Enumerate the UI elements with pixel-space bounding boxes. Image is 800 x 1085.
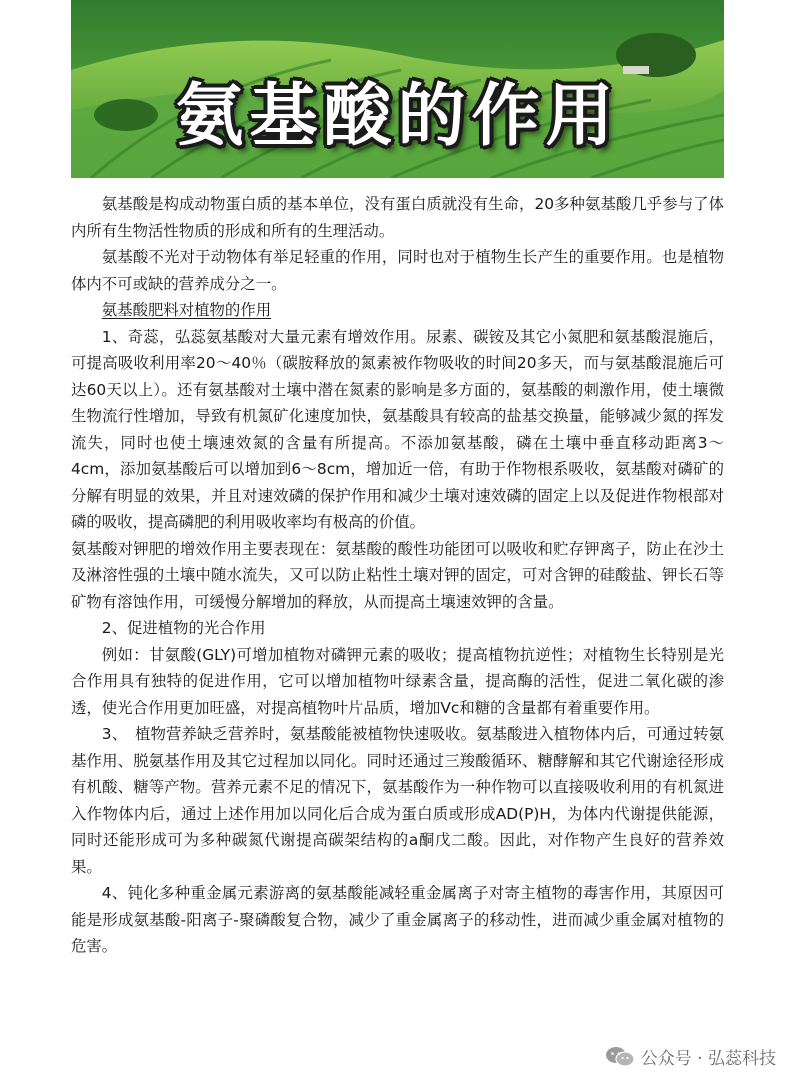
section-heading-text: 氨基酸肥料对植物的作用 xyxy=(101,301,272,319)
paragraph-point-3: 3、 植物营养缺乏营养时，氨基酸能被植物快速吸收。氨基酸进入植物体内后，可通过转氨基作用、脱氨基作用及其它过程加以同化。同时还通过三羧酸循环、糖酵解和其它代谢途径形成有机酸、糖等产物。营养元素不足的情况下，氨基酸作为一种作物可以直接吸收利用的有机氮进入作物体内后，通过上述作用加以同化后合成为蛋白质或形成AD(P)H，为体内代谢提供能源，同时还能形成可为多种碳氮代谢提高碳架结构的a酮戊二酸。因此，对作物产生良好的营养效果。 xyxy=(71,725,724,876)
header-banner xyxy=(71,0,724,178)
watermark xyxy=(605,1044,776,1069)
watermark-label: 公众号 · 弘蕊科技 xyxy=(640,1049,776,1069)
paragraph-potash: 氨基酸对钾肥的增效作用主要表现在：氨基酸的酸性功能团可以吸收和贮存钾离子，防止在沙土及淋溶性强的土壤中随水流失，又可以防止粘性土壤对钾的固定，可对含钾的硅酸盐、钾长石等矿物有溶蚀作用，可缓慢分解增加的释放，从而提高土壤速效钾的含量。 xyxy=(71,539,724,611)
paragraph-plant-role: 氨基酸不光对于动物体有举足轻重的作用，同时也对于植物生长产生的重要作用。也是植物体内不可或缺的营养成分之一。 xyxy=(71,248,724,293)
section-heading xyxy=(71,297,724,324)
paragraph-point-2-heading: 2、促进植物的光合作用 xyxy=(101,619,266,637)
paragraph-point-4: 4、钝化多种重金属元素游离的氨基酸能减轻重金属离子对寄主植物的毒害作用，其原因可能是形成氨基酸-阳离子-聚磷酸复合物，减少了重金属离子的移动性，进而减少重金属对植物的危害。 xyxy=(71,884,724,955)
wechat-icon xyxy=(605,1046,635,1068)
paragraph-point-2: 例如：甘氨酸(GLY)可增加植物对磷钾元素的吸收；提高植物抗逆性；对植物生长特别是光合作用具有独特的促进作用，它可以增加植物叶绿素含量，提高酶的活性，促进二氧化碳的渗透，使光合作用更加旺盛，对提高植物叶片品质，增加Vc和糖的含量都有着重要作用。 xyxy=(71,645,724,717)
article-body xyxy=(71,191,724,960)
paragraph-intro: 氨基酸是构成动物蛋白质的基本单位，没有蛋白质就没有生命，20多种氨基酸几乎参与了体内所有生物活性物质的形成和所有的生理活动。 xyxy=(71,195,724,240)
page-title: 氨基酸的作用 xyxy=(175,77,620,156)
paragraph-point-1: 1、奇蕊，弘蕊氨基酸对大量元素有增效作用。尿素、碳铵及其它小氮肥和氨基酸混施后，可提高吸收利用率20～40％（碳胺释放的氮素被作物吸收的时间20多天，而与氨基酸混施后可达60天以上）。还有氨基酸对土壤中潜在氮素的影响是多方面的，氨基酸的刺激作用，使土壤微生物流行性增加，导致有机氮矿化速度加快，氨基酸具有较高的盐基交换量，能够减少氮的挥发流失，同时也使土壤速效氮的含量有所提高。不添加氨基酸，磷在土壤中垂直移动距离3～4cm，添加氨基酸后可以增加到6～8cm，增加近一倍，有助于作物根系吸收，氨基酸对磷矿的分解有明显的效果，并且对速效磷的保护作用和减少土壤对速效磷的固定上以及促进作物根部对磷的吸收，提高磷肥的利用吸收率均有极高的价值。 xyxy=(71,327,724,531)
